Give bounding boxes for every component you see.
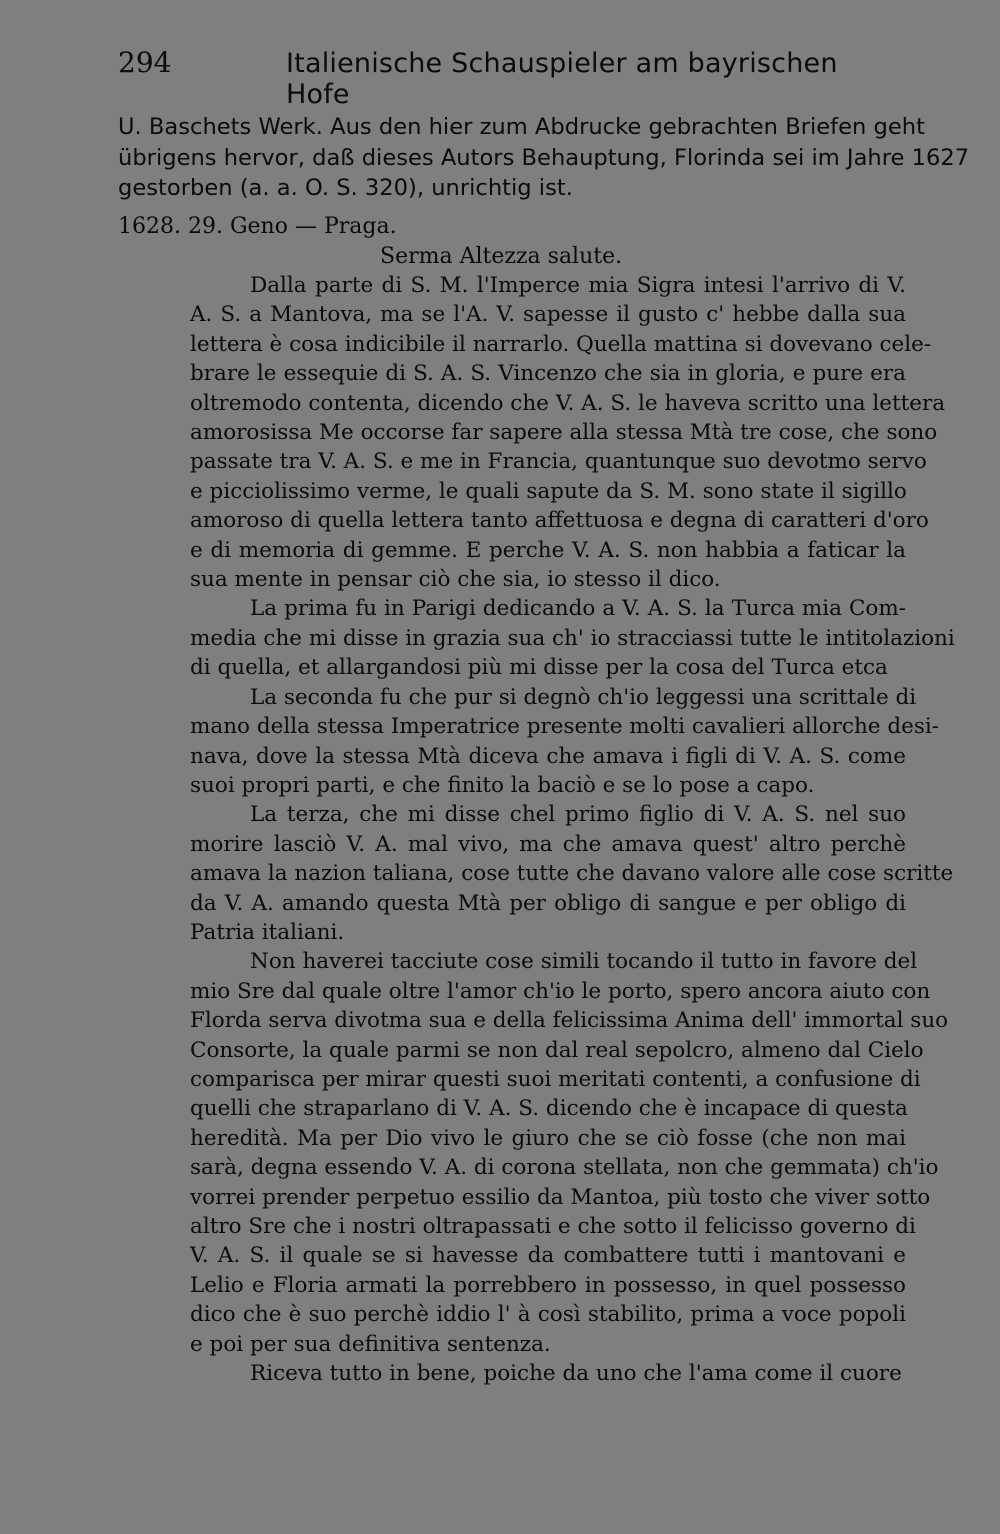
- text-line: altro Sre che i nostri oltrapassati e che sotto il felicisso governo di: [190, 1214, 916, 1239]
- text-line: lettera è cosa indicibile il narrarlo. Quella mattina si dovevano cele-: [190, 331, 932, 357]
- text-line: mano della stessa Imperatrice presente molti cavalieri allorche desi-: [190, 714, 940, 740]
- text-line: sua mente in pensar ciò che sia, io stesso il dico.: [190, 567, 721, 593]
- text-line: sarà, degna essendo V. A. di corona stellata, non che gemmata) ch'io: [190, 1155, 939, 1181]
- text-line: nava, dove la stessa Mtà diceva che amava i figli di V. A. S. come: [190, 743, 906, 769]
- page-header: [118, 46, 904, 110]
- text-line: Riceva tutto in bene, poiche da uno che l'ama come il cuore: [250, 1361, 902, 1387]
- running-title: Italienische Schauspieler am bayrischen Hofe: [286, 48, 838, 110]
- letter-salutation: Serma Altezza salute.: [380, 244, 623, 269]
- text-line: gestorben (a. a. O. S. 320), unrichtig ist.: [118, 175, 573, 201]
- page-number: 294: [118, 46, 172, 79]
- text-line: e di memoria di gemme. E perche V. A. S. non habbia a faticar la: [190, 537, 906, 563]
- text-line: mio Sre dal quale oltre l'amor ch'io le porto, spero ancora aiuto con: [190, 978, 931, 1004]
- text-line: Patria italiani.: [190, 919, 345, 945]
- text-line: Dalla parte di S. M. l'Imperce mia Sigra intesi l'arrivo di V.: [250, 273, 906, 298]
- text-line: passate tra V. A. S. e me in Francia, quantunque suo devotmo servo: [190, 449, 927, 475]
- text-line: media che mi disse in grazia sua ch' io stracciassi tutte le intitolazioni: [190, 625, 955, 651]
- text-line: V. A. S. il quale se si havesse da combattere tutti i mantovani e: [190, 1243, 906, 1269]
- letter-dateline: 1628. 29. Geno — Praga.: [118, 214, 397, 239]
- text-line: Consorte, la quale parmi se non dal real sepolcro, almeno dal Cielo: [190, 1037, 924, 1063]
- text-line: e picciolissimo verme, le quali sapute da S. M. sono state il sigillo: [190, 478, 907, 504]
- text-line: amoroso di quella lettera tanto affettuosa e degna di caratteri d'oro: [190, 508, 929, 534]
- text-line: A. S. a Mantova, ma se l'A. V. sapesse il gusto c' hebbe dalla sua: [190, 302, 906, 328]
- text-line: amorosissa Me occorse far sapere alla stessa Mtà tre cose, che sono: [190, 420, 938, 446]
- text-line: U. Baschets Werk. Aus den hier zum Abdrucke gebrachten Briefen geht: [118, 114, 925, 140]
- text-line: La prima fu in Parigi dedicando a V. A. S. la Turca mia Com-: [250, 596, 906, 622]
- letter-body: [190, 271, 955, 1388]
- text-line: da V. A. amando questa Mtà per obligo di sangue e per obligo di: [190, 890, 906, 916]
- text-line: dico che è suo perchè iddio l' à così stabilito, prima a voce popoli: [190, 1302, 906, 1328]
- text-line: quelli che straparlano di V. A. S. dicendo che è incapace di questa: [190, 1096, 908, 1122]
- text-line: La seconda fu che pur si degnò ch'io leggessi una scrittale di: [250, 684, 917, 710]
- text-line: morire lasciò V. A. mal vivo, ma che amava quest' altro perchè: [190, 831, 906, 857]
- intro-paragraph: [118, 112, 970, 204]
- text-line: e poi per sua definitiva sentenza.: [190, 1331, 551, 1357]
- text-line: vorrei prender perpetuo essilio da Mantoa, più tosto che viver sotto: [190, 1184, 931, 1210]
- text-line: heredità. Ma per Dio vivo le giuro che se ciò fosse (che non mai: [190, 1125, 906, 1151]
- text-line: übrigens hervor, daß dieses Autors Behauptung, Florinda sei im Jahre 1627: [118, 144, 970, 171]
- text-line: Lelio e Floria armati la porrebbero in possesso, in quel possesso: [190, 1272, 906, 1298]
- text-line: oltremodo contenta, dicendo che V. A. S. le haveva scritto una lettera: [190, 390, 946, 416]
- text-line: brare le essequie di S. A. S. Vincenzo che sia in gloria, e pure era: [190, 361, 906, 387]
- text-line: Non haverei tacciute cose simili tocando il tutto in favore del: [250, 949, 918, 975]
- text-line: La terza, che mi disse chel primo figlio di V. A. S. nel suo: [250, 802, 906, 828]
- text-line: amava la nazion taliana, cose tutte che davano valore alle cose scritte: [190, 861, 954, 887]
- text-line: Florda serva divotma sua e della felicissima Anima dell' immortal suo: [190, 1008, 949, 1034]
- text-line: di quella, et allargandosi più mi disse per la cosa del Turca etca: [190, 655, 888, 681]
- text-line: comparisca per mirar questi suoi meritati contenti, a confusione di: [190, 1066, 921, 1092]
- text-line: suoi propri parti, e che finito la baciò e se lo pose a capo.: [190, 772, 815, 798]
